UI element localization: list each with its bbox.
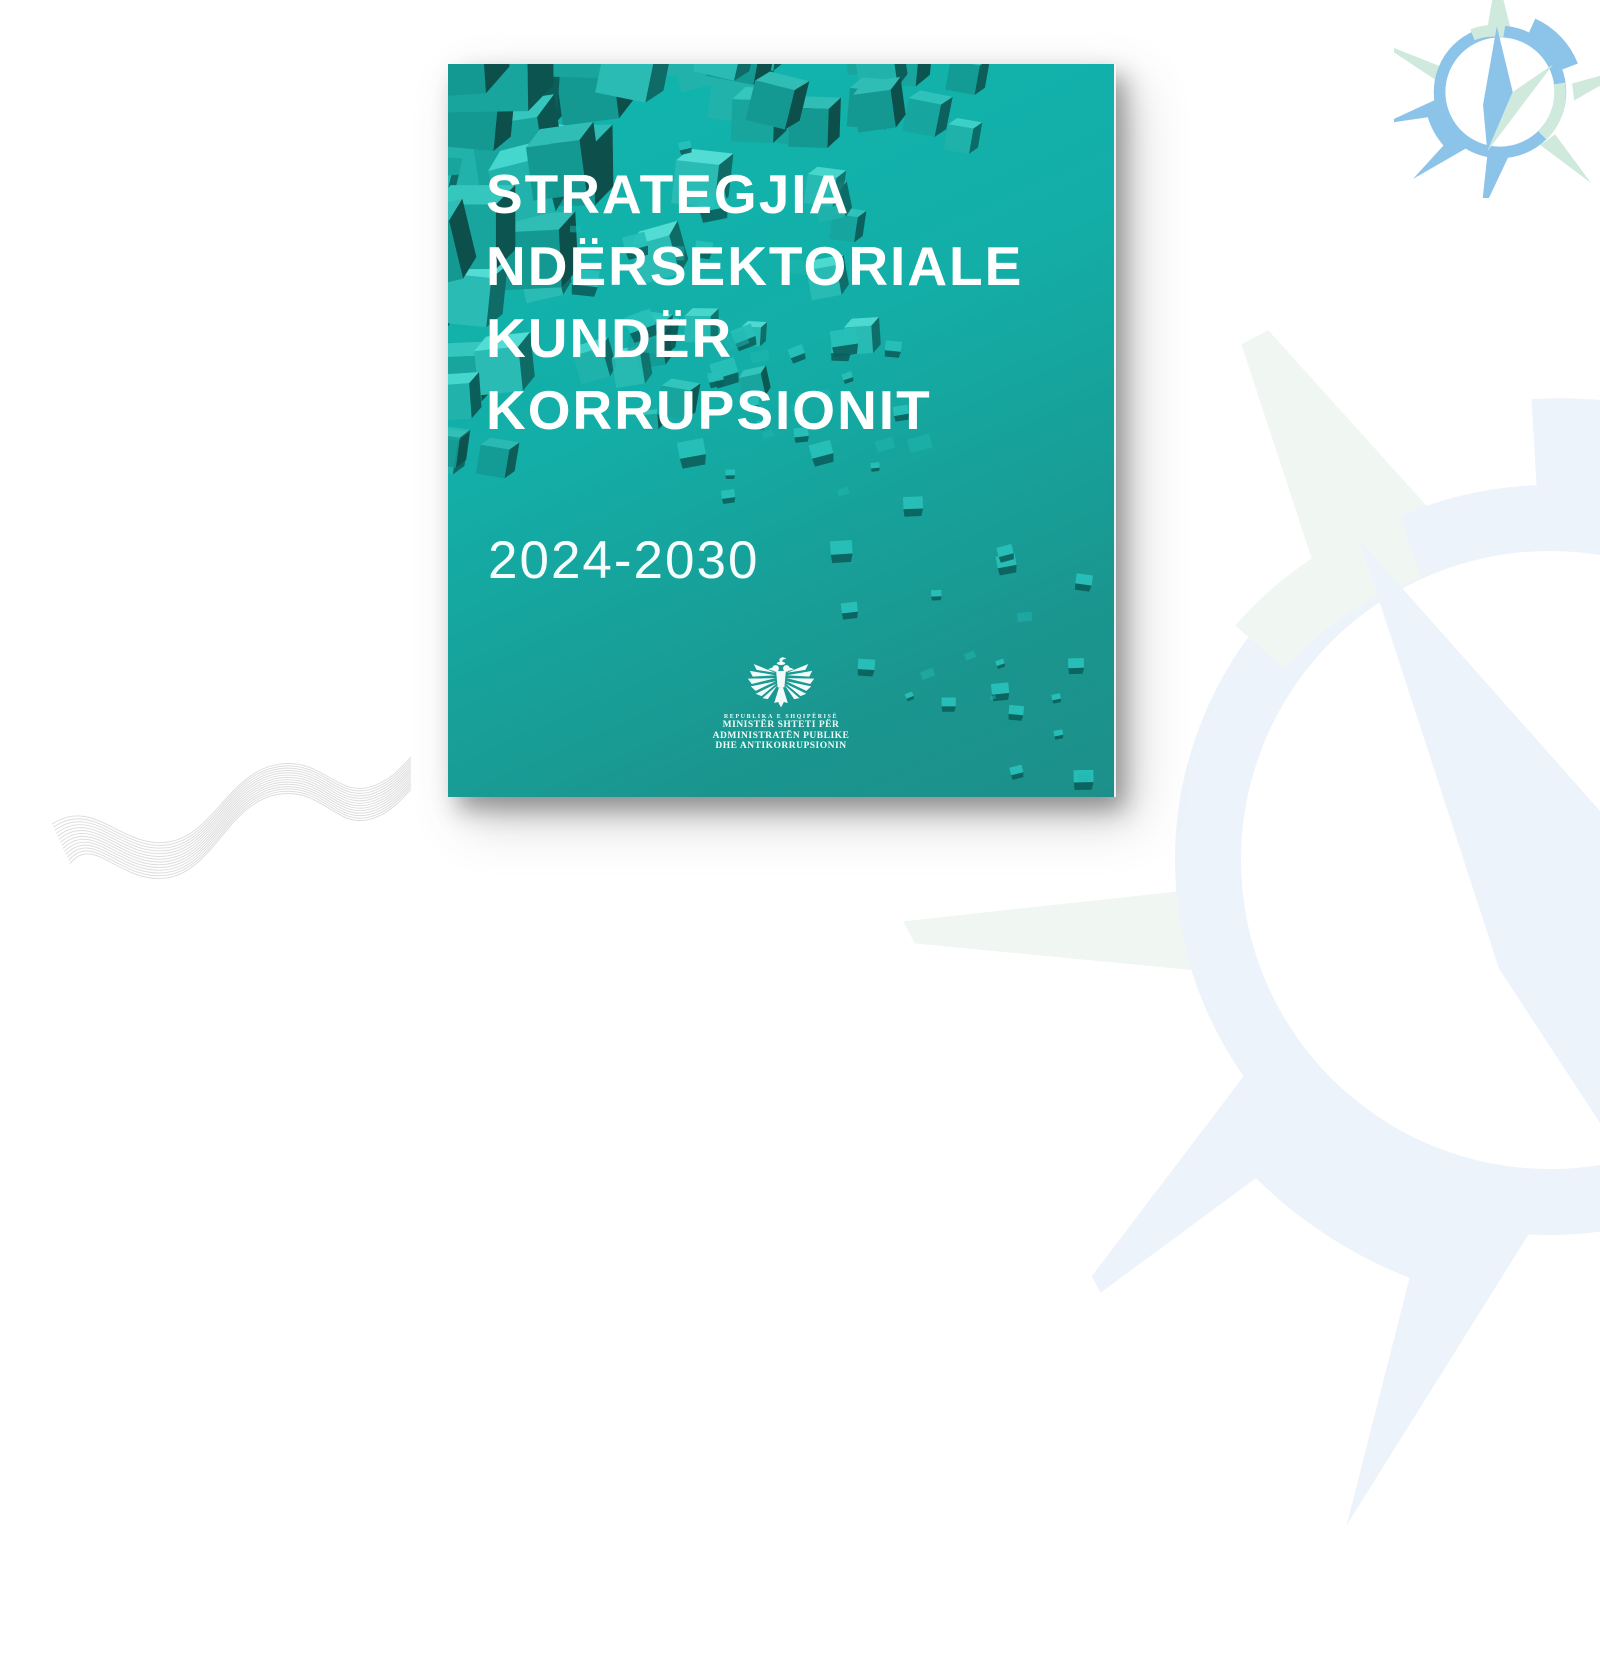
ministry-emblem-block — [448, 656, 1114, 752]
ministry-label-line: ADMINISTRATËN PUBLIKE — [712, 730, 850, 741]
cover-title-line: KUNDËR — [486, 307, 734, 369]
compass-logo-icon — [1394, 0, 1600, 198]
cover-title-line: KORRUPSIONIT — [486, 379, 932, 441]
albanian-eagle-emblem-icon — [742, 656, 820, 711]
cover-title-line: NDËRSEKTORIALE — [486, 235, 1024, 297]
ministry-label-line: DHE ANTIKORRUPSIONIN — [715, 741, 847, 751]
republic-label: REPUBLIKA E SHQIPËRISË — [723, 714, 839, 720]
wave-lines-decoration — [52, 718, 424, 904]
cover-period: 2024-2030 — [488, 531, 760, 590]
ministry-label-line: MINISTËR SHTETI PËR — [722, 720, 840, 730]
cover-title-line: STRATEGJIA — [486, 163, 851, 225]
report-cover — [448, 64, 1114, 797]
cover-title — [486, 158, 1023, 446]
